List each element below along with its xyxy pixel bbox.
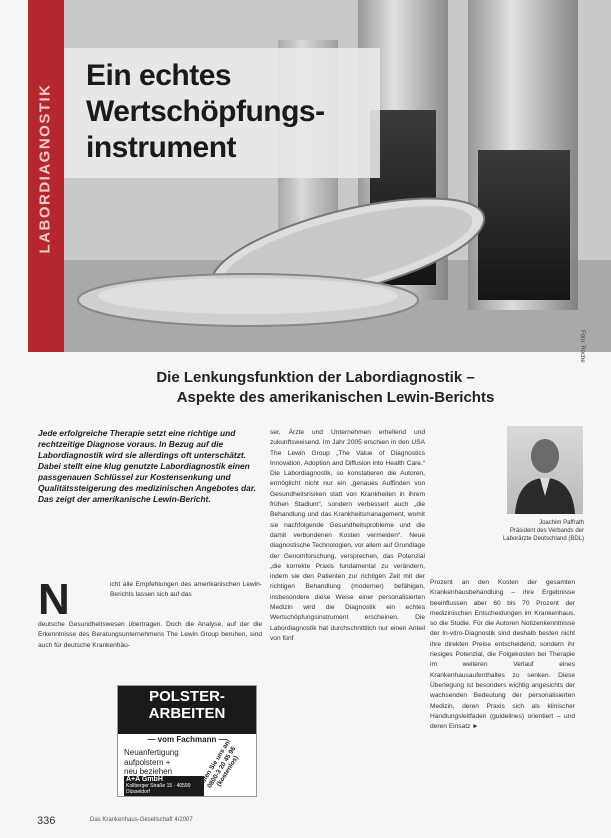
journal-reference: Das Krankenhaus-Gesellschaft 4/2007	[90, 817, 193, 823]
ad-address	[124, 776, 204, 796]
ad-service-line: aufpolstern +	[124, 757, 171, 767]
advertisement	[117, 685, 257, 797]
portrait-caption	[480, 519, 584, 543]
author-portrait	[507, 426, 583, 514]
article-title	[86, 58, 325, 166]
body-column-1: deutsche Gesundheitswesen übertragen. Doch die Analyse, auf der die Erkenntnisse des Beratungsunternehmens The Lewin Group beruhen, sind auch für deutsche Krankenhäu-	[38, 621, 262, 649]
subtitle-line: Aspekte des amerikanischen Lewin-Berichts	[176, 389, 495, 406]
ad-service-line: Neuanfertigung	[124, 748, 179, 757]
section-label-bar	[28, 0, 64, 352]
title-line: Ein echtes	[86, 59, 232, 92]
caption-line: Präsident des Verbands der	[509, 528, 584, 534]
ad-phone-stamp: Rufen Sie uns an! 0800-3 20 45 96 (kostenlos)	[197, 738, 240, 790]
body-column-3: Prozent an den Kosten der gesamten Krankenhausbehandlung – ihre Ergebnisse beeinflussen aber 60 bis 70 Prozent der medizinischen Entscheidungen im Krankenhaus, so die Studie. Für die Autoren Notizenkenntnisse der In-vitro-Diagnostik sind deshalb besten nicht ihre direkten Preise entscheidend, sondern ihr riesiges Potenzial, die Folgekosten bei Therapie im weiteren Verlauf eines Krankenhausaufenthaltes zu senken. Diese Überlegung ist besonders wichtig angesichts der wachsenden Bedeutung der personalisierten Medizin, deren Praxis sich als klinischer Handlungsleitfaden (guidelines) orientiert – und deren Einsatz ►	[430, 579, 575, 731]
ad-service-line: neu beziehen	[124, 767, 173, 776]
caption-line: Joachim Paffrath	[539, 520, 584, 526]
section-label: LABORDIAGNOSTIK	[36, 83, 54, 254]
body-column-2: ser, Ärzte und Unternehmen erhellend und zukunftsweisend. Im Jahr 2005 erschien in den USA The Lewin Group „The Value of Diagnostics Innovation, Adoption and Diffusion into Health Care.“ Die Labordiagnostik, so konstatieren die Autoren, ermöglicht nicht nur ein „genaues Auffinden von Gesundheitsrisiken statt von Krankheiten in ihrem frühen Stadium“, sondern verbessert auch „die Behandlung und das Krankheitsmanagement, womit sie nachfolgende Gesundheitsprobleme und die damit verbundenen Kosten vermeiden“. Neue diagnostische Technologien, vor allem auf Grundlage der Genomforschung, versprechen, das Potenzial „die korrekte Praxis fundamental zu verändern, indem sie den Patienten zur richtigen Zeit mit der richtigen Behandlung (moderner) befähigen, insbesondere diese Weise einer personalisierten Medizin wird die Diagnostik ein echtes Wertschöpfungsinstrument erscheinen. Die Labordiagnostik hat durchschnittlich nur einen Anteil von fünf	[270, 429, 425, 642]
ad-headline-line: ARBEITEN	[148, 705, 226, 722]
body-column-1-start: icht alle Empfehlungen des amerikanischen Lewin-Berichts lassen sich auf das	[110, 581, 262, 599]
ad-street: Kollberger Straße 15 · 40599 Düsseldorf	[126, 783, 191, 795]
ad-headline	[118, 686, 256, 734]
ad-company: A+A GmbH	[126, 776, 163, 783]
intro-paragraph: Jede erfolgreiche Therapie setzt eine richtige und rechtzeitige Diagnose voraus. In Bezug auf die Labordiagnostik wird sie allerdings oft unterschätzt. Dabei stellt eine klug genutzte Labordiagnostik einen passgenauen Schlüssel zur Kostensenkung und Qualitätssteigerung des medizinischen Angebotes dar. Das zeigt der amerikanische Lewin-Bericht.	[38, 428, 256, 504]
page-number: 336	[37, 815, 56, 827]
drop-cap: N	[38, 575, 70, 624]
photo-credit: Foto: Roche	[579, 330, 585, 363]
subtitle-line: Die Lenkungsfunktion der Labordiagnostik –	[156, 369, 475, 386]
ad-headline-line: POLSTER-	[149, 688, 225, 705]
caption-line: Laborärzte Deutschland (BDL)	[502, 536, 584, 542]
ad-from: — vom Fachmann —	[147, 735, 227, 744]
page-footer	[37, 815, 69, 827]
article-subtitle	[0, 368, 611, 408]
ad-services	[124, 748, 204, 777]
title-line: Wertschöpfungs-	[86, 95, 325, 128]
title-line: instrument	[86, 131, 237, 164]
